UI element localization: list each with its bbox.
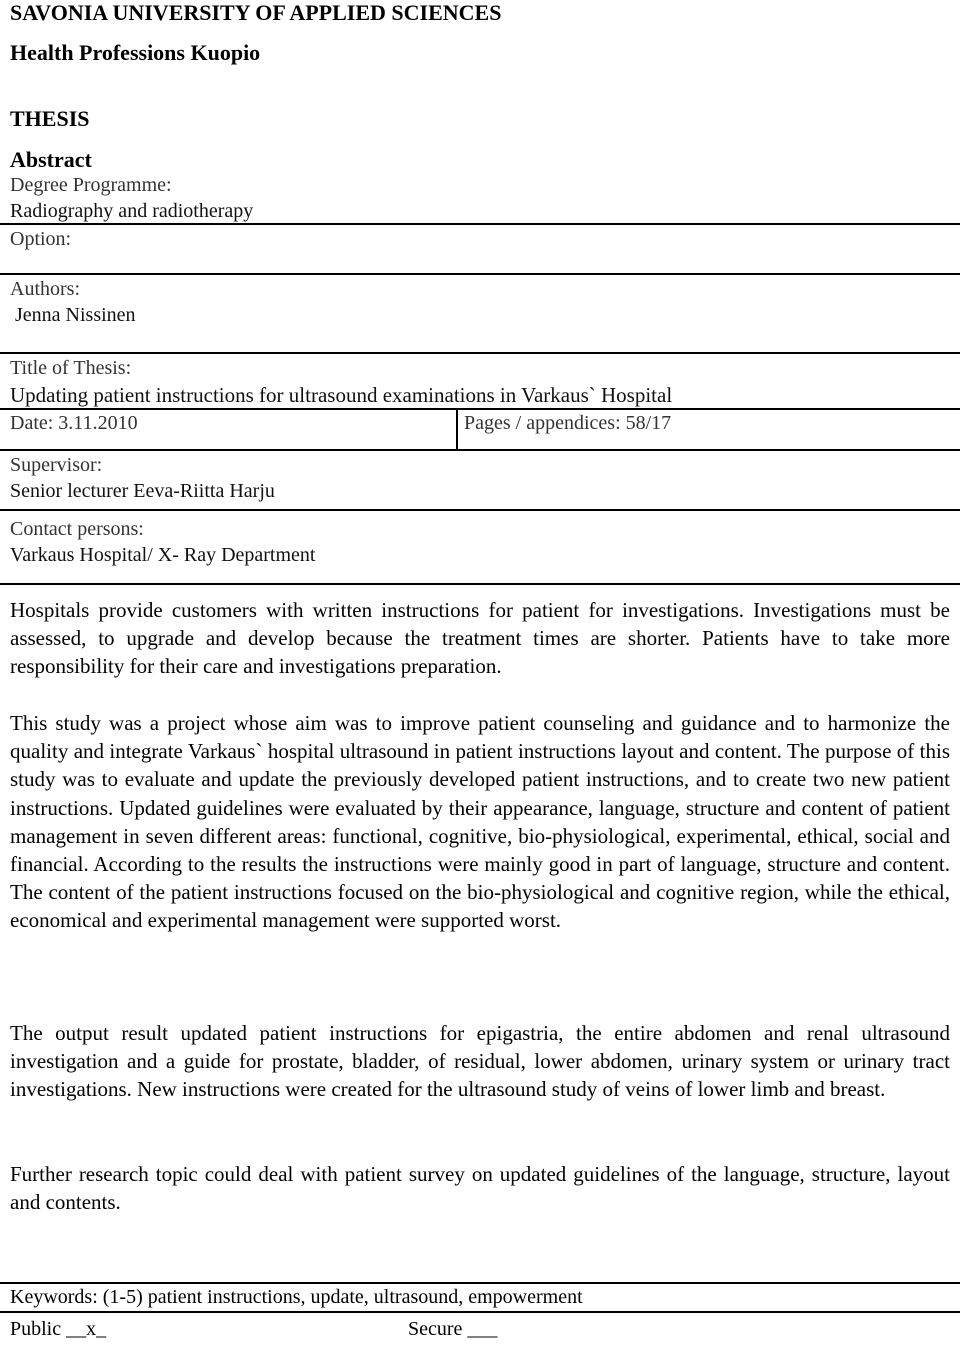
divider-date bbox=[0, 449, 960, 451]
supervisor-value: Senior lecturer Eeva-Riitta Harju bbox=[10, 480, 275, 502]
divider-option bbox=[0, 273, 960, 275]
date-pages-divider bbox=[456, 408, 458, 450]
public-field: Public __x_ bbox=[10, 1318, 107, 1340]
divider-contact bbox=[0, 583, 960, 585]
date-field: Date: 3.11.2010 bbox=[10, 412, 138, 434]
university-name: SAVONIA UNIVERSITY OF APPLIED SCIENCES bbox=[10, 0, 502, 25]
degree-value: Radiography and radiotherapy bbox=[10, 200, 254, 222]
authors-label: Authors: bbox=[10, 278, 80, 300]
divider-keywords bbox=[0, 1282, 960, 1284]
divider-supervisor bbox=[0, 509, 960, 511]
secure-field: Secure ___ bbox=[408, 1318, 498, 1340]
unit-name: Health Professions Kuopio bbox=[10, 40, 261, 65]
contact-label: Contact persons: bbox=[10, 518, 144, 540]
contact-value: Varkaus Hospital/ X- Ray Department bbox=[10, 544, 316, 566]
option-label: Option: bbox=[10, 228, 72, 250]
divider-authors bbox=[0, 352, 960, 354]
title-value: Updating patient instructions for ultrasound examinations in Varkaus` Hospital bbox=[10, 383, 673, 407]
divider-title bbox=[0, 408, 960, 410]
degree-label: Degree Programme: bbox=[10, 174, 172, 196]
divider-degree bbox=[0, 223, 960, 225]
document-type: THESIS bbox=[10, 106, 90, 131]
supervisor-label: Supervisor: bbox=[10, 454, 103, 476]
abstract-paragraph-1: Hospitals provide customers with written instructions for patient for investigations. Investigations must be assessed, to upgrade and develop because the treatment times are shorter. Patients have to take more responsibility for their care and investigations preparation. bbox=[10, 598, 950, 679]
pages-field: Pages / appendices: 58/17 bbox=[464, 412, 672, 434]
title-label: Title of Thesis: bbox=[10, 357, 132, 379]
abstract-paragraph-2: This study was a project whose aim was to improve patient counseling and guidance and to harmonize the quality and integrate Varkaus` hospital ultrasound in patient instructions layout and content. The purpose of this study was to evaluate and update the previously developed patient instructions, and to create two new patient instructions. Updated guidelines were evaluated by their appearance, language, structure and content of patient management in seven different areas: functional, cognitive, bio-physiological, experimental, ethical, social and financial. According to the results the instructions were mainly good in part of language, structure and content. The content of the patient instructions focused on the bio-physiological and cognitive region, while the ethical, economical and experimental management were supported worst. bbox=[10, 711, 950, 933]
abstract-heading: Abstract bbox=[10, 147, 92, 172]
keywords-line: Keywords: (1-5) patient instructions, update, ultrasound, empowerment bbox=[10, 1286, 583, 1308]
divider-footer bbox=[0, 1311, 960, 1313]
authors-value: Jenna Nissinen bbox=[15, 304, 136, 326]
abstract-paragraph-4: Further research topic could deal with patient survey on updated guidelines of the language, structure, layout and contents. bbox=[10, 1162, 950, 1215]
abstract-paragraph-3: The output result updated patient instructions for epigastria, the entire abdomen and renal ultrasound investigation and a guide for prostate, bladder, of residual, lower abdomen, urinary system or urinary tract investigations. New instructions were created for the ultrasound study of veins of lower limb and breast. bbox=[10, 1021, 950, 1102]
